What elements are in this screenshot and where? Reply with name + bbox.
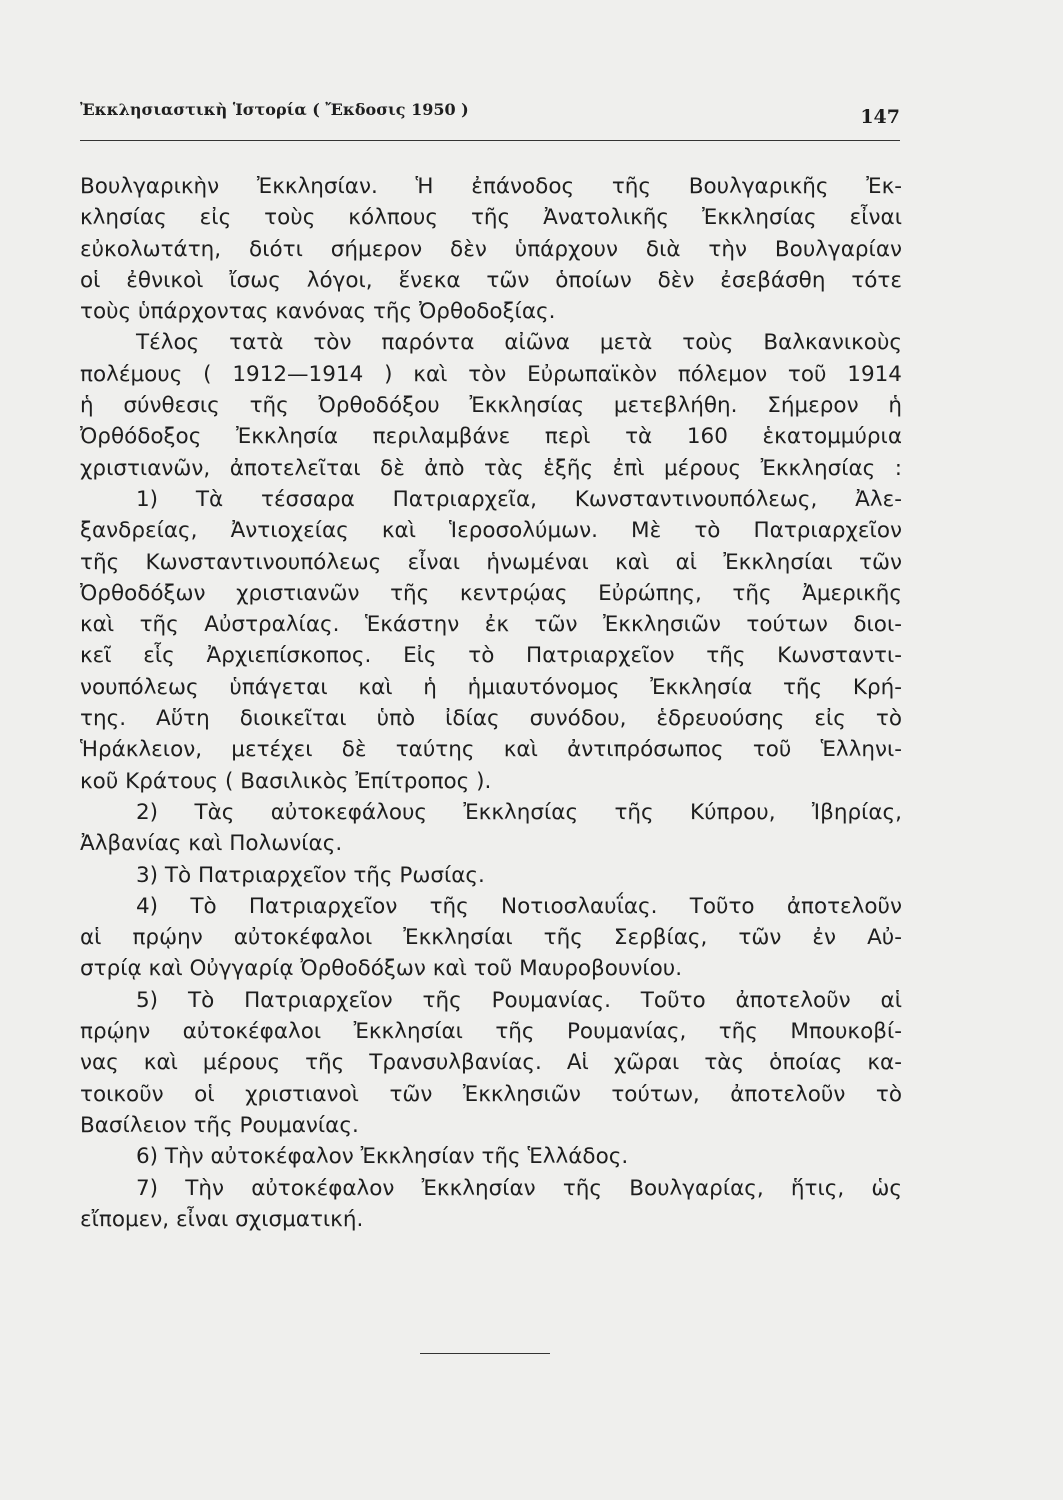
text-line: καὶ τῆς Αὐστραλίας. Ἑκάστην ἐκ τῶν Ἐκκλησιῶν τούτων διοι- — [80, 612, 902, 638]
text-line: της. Αὕτη διοικεῖται ὑπὸ ἰδίας συνόδου, ἑδρευούσης εἰς τὸ — [80, 706, 902, 732]
text-line: κοῦ Κράτους ( Βασιλικὸς Ἐπίτροπος ). — [80, 768, 492, 794]
text-line: νας καὶ μέρους τῆς Τρανσυλβανίας. Αἱ χῶραι τὰς ὁποίας κα- — [80, 1050, 902, 1076]
text-line: στρίᾳ καὶ Οὐγγαρίᾳ Ὀρθοδόξων καὶ τοῦ Μαυροβουνίου. — [80, 956, 683, 982]
text-line: νουπόλεως ὑπάγεται καὶ ἡ ἡμιαυτόνομος Ἐκκλησία τῆς Κρή- — [80, 674, 902, 700]
text-line: τοὺς ὑπάρχοντας κανόνας τῆς Ὀρθοδοξίας. — [80, 299, 556, 325]
text-line: τῆς Κωνσταντινουπόλεως εἶναι ἡνωμέναι καὶ αἱ Ἐκκλησίαι τῶν — [80, 549, 902, 575]
text-line: οἱ ἐθνικοὶ ἴσως λόγοι, ἕνεκα τῶν ὁποίων δὲν ἐσεβάσθη τότε — [80, 267, 902, 293]
text-line: εἴπομεν, εἶναι σχισματική. — [80, 1206, 364, 1232]
text-line: πρῴην αὐτοκέφαλοι Ἐκκλησίαι τῆς Ρουμανίας, τῆς Μπουκοβί- — [80, 1019, 902, 1045]
text-line: 4) Τὸ Πατριαρχεῖον τῆς Νοτιοσλαυΐας. Τοῦτο ἀποτελοῦν — [136, 893, 902, 919]
text-line: 5) Τὸ Πατριαρχεῖον τῆς Ρουμανίας. Τοῦτο ἀποτελοῦν αἱ — [136, 987, 902, 1013]
text-line: ξανδρείας, Ἀντιοχείας καὶ Ἱεροσολύμων. Μὲ τὸ Πατριαρχεῖον — [80, 518, 902, 544]
text-line: εὐκολωτάτη, διότι σήμερον δὲν ὑπάρχουν διὰ τὴν Βουλγαρίαν — [80, 236, 902, 262]
text-line: Ὀρθοδόξων χριστιανῶν τῆς κεντρῴας Εὐρώπης, τῆς Ἀμερικῆς — [80, 580, 902, 606]
header-rule — [80, 140, 900, 141]
text-line: Ὀρθόδοξος Ἐκκλησία περιλαμβάνε περὶ τὰ 160 ἑκατομμύρια — [80, 424, 902, 450]
text-line: Ἡράκλειον, μετέχει δὲ ταύτης καὶ ἀντιπρόσωπος τοῦ Ἑλληνι- — [80, 737, 902, 763]
text-line: Τέλος τατὰ τὸν παρόντα αἰῶνα μετὰ τοὺς Βαλκανικοὺς — [136, 330, 902, 356]
text-line: 7) Τὴν αὐτοκέφαλον Ἐκκλησίαν τῆς Βουλγαρίας, ἥτις, ὡς — [136, 1175, 902, 1201]
text-line: πολέμους ( 1912—1914 ) καὶ τὸν Εὐρωπαϊκὸν πόλεμον τοῦ 1914 — [80, 361, 902, 387]
text-line: 1) Τὰ τέσσαρα Πατριαρχεῖα, Κωνσταντινουπόλεως, Ἀλε- — [136, 486, 902, 512]
text-line: 3) Τὸ Πατριαρχεῖον τῆς Ρωσίας. — [136, 862, 485, 888]
text-line: αἱ πρῴην αὐτοκέφαλοι Ἐκκλησίαι τῆς Σερβίας, τῶν ἐν Αὐ- — [80, 925, 902, 951]
text-line: κεῖ εἷς Ἀρχιεπίσκοπος. Εἰς τὸ Πατριαρχεῖον τῆς Κωνσταντι- — [80, 643, 902, 669]
text-line: Βασίλειον τῆς Ρουμανίας. — [80, 1112, 359, 1138]
text-line: χριστιανῶν, ἀποτελεῖται δὲ ἀπὸ τὰς ἑξῆς ἐπὶ μέρους Ἐκκλησίας : — [80, 455, 902, 481]
text-line: τοικοῦν οἱ χριστιανοὶ τῶν Ἐκκλησιῶν τούτων, ἀποτελοῦν τὸ — [80, 1081, 902, 1107]
page-number: 147 — [860, 106, 900, 128]
text-line: κλησίας εἰς τοὺς κόλπους τῆς Ἀνατολικῆς Ἐκκλησίας εἶναι — [80, 205, 902, 231]
text-line: 2) Τὰς αὐτοκεφάλους Ἐκκλησίας τῆς Κύπρου, Ἰβηρίας, — [136, 799, 902, 825]
text-line: 6) Τὴν αὐτοκέφαλον Ἐκκλησίαν τῆς Ἑλλάδος. — [136, 1144, 629, 1170]
section-end-rule — [420, 1353, 550, 1354]
text-line: ἡ σύνθεσις τῆς Ὀρθοδόξου Ἐκκλησίας μετεβλήθη. Σήμερον ἡ — [80, 393, 902, 419]
body-text — [80, 171, 902, 1235]
running-head-title: Ἐκκλησιαστικὴ Ἱστορία ( Ἔκδοσις 1950 ) — [80, 100, 469, 119]
text-line: Βουλγαρικὴν Ἐκκλησίαν. Ἡ ἐπάνοδος τῆς Βουλγαρικῆς Ἐκ- — [80, 174, 902, 199]
text-line: Ἀλβανίας καὶ Πολωνίας. — [80, 831, 343, 857]
